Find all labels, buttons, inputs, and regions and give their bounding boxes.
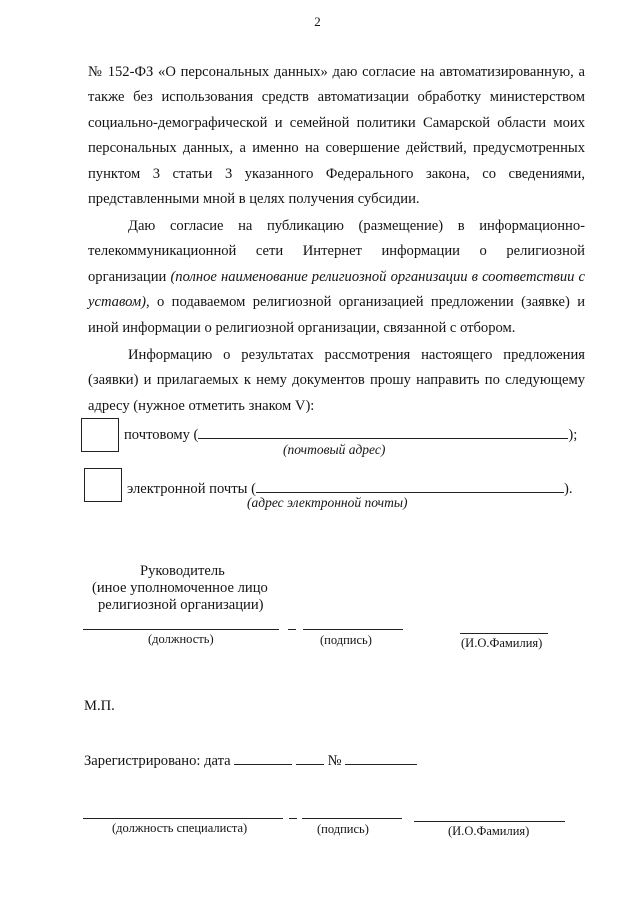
results-delivery-paragraph: Информацию о результатах рассмотрения настоящего предложения (заявки) и прилагаемых к нему документов прошу направить по следующему адресу (нужное отметить знаком V): [88, 347, 585, 414]
postal-address-field[interactable] [198, 424, 568, 439]
consent-personal-data-paragraph: № 152-ФЗ «О персональных данных» даю согласие на автоматизированную, а также без использования средств автоматизации обработку министерством социально-демографической и семейной политики Самарской области моих персональных данных, а именно на совершение действий, предусмотренных пунктом 3 статьи 3 указанного Федерального закона, со сведениями, представленными мной в целях получения субсидии. [88, 64, 585, 208]
signature-line[interactable] [303, 629, 403, 630]
specialist-position-caption: (должность специалиста) [112, 821, 248, 835]
specialist-signature-caption: (подпись) [317, 822, 369, 836]
consent-publication-paragraph [88, 214, 585, 341]
email-checkbox[interactable] [84, 468, 122, 502]
specialist-name-line[interactable] [414, 821, 565, 822]
publication-text-end: , о подаваемом религиозной организацией предложении (заявке) и иной информации о религиозной организации, связанной с отбором. [88, 294, 585, 336]
publication-text-start: Даю согласие на публикацию (размещение) в информационно-телекоммуникационной сети Интернет информации о религиозной организации [88, 218, 585, 285]
specialist-position-line[interactable] [83, 818, 283, 819]
name-line[interactable] [460, 633, 548, 634]
registered-number-field[interactable] [345, 752, 417, 765]
page-number: 2 [314, 14, 321, 29]
postal-checkbox[interactable] [81, 418, 119, 452]
postal-end: ); [568, 427, 578, 443]
registration-line [84, 752, 417, 770]
registered-date-field[interactable] [234, 752, 292, 765]
postal-address-line [124, 424, 577, 444]
postal-label: почтовому ( [124, 427, 199, 443]
email-caption: (адрес электронной почты) [247, 495, 408, 510]
name-caption: (И.О.Фамилия) [461, 636, 543, 650]
registered-number-label: № [327, 753, 342, 769]
email-address-field[interactable] [256, 478, 564, 493]
publication-italic-note: (полное наименование религиозной организации в соответствии с уставом) [88, 268, 585, 311]
position-line[interactable] [83, 629, 279, 630]
postal-caption: (почтовый адрес) [283, 442, 386, 457]
stamp-place: М.П. [84, 698, 115, 714]
specialist-signature-line[interactable] [302, 818, 402, 819]
dash-line-2 [289, 818, 297, 819]
head-title: Руководитель [140, 563, 225, 579]
specialist-name-caption: (И.О.Фамилия) [448, 824, 530, 838]
email-label: электронной почты ( [127, 481, 256, 497]
head-subtitle-1: (иное уполномоченное лицо [92, 580, 268, 596]
signature-caption: (подпись) [320, 633, 372, 647]
email-end: ). [563, 481, 573, 497]
head-subtitle-2: религиозной организации) [98, 597, 264, 613]
dash-line [288, 629, 296, 630]
registered-label: Зарегистрировано: дата [84, 753, 231, 769]
registered-date-field-2[interactable] [296, 752, 324, 765]
position-caption: (должность) [148, 632, 214, 646]
